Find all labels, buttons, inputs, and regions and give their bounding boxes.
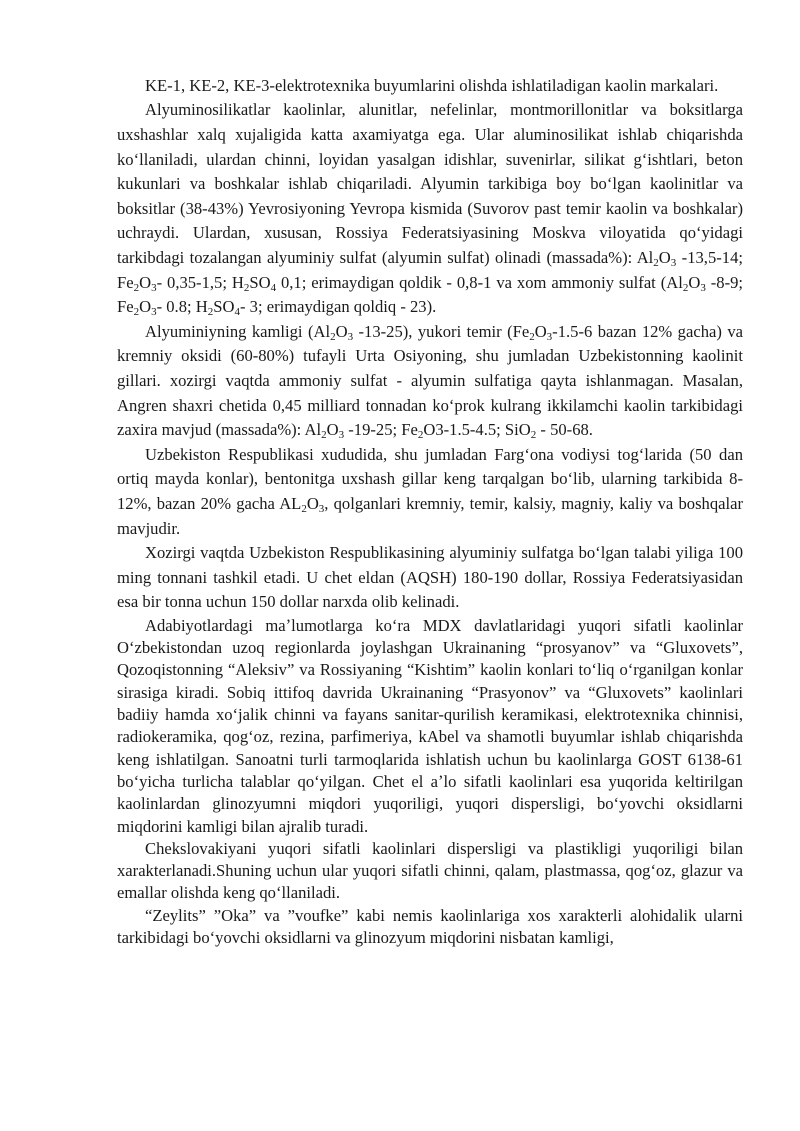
text-run: , qolganlari kremniy, temir, kalsiy, magniy, kaliy va boshqalar mavjudir. bbox=[117, 493, 743, 538]
subscript-digit: 3 bbox=[318, 502, 325, 515]
subscript-digit: 2 bbox=[321, 429, 327, 442]
subscript-digit: 2 bbox=[133, 306, 140, 319]
subscript-digit: 2 bbox=[682, 281, 689, 294]
text-run: O bbox=[139, 272, 152, 292]
subscript-digit: 2 bbox=[330, 330, 336, 343]
text-run: O bbox=[326, 420, 339, 440]
text-run: O bbox=[139, 297, 152, 317]
text-run: O bbox=[534, 321, 547, 341]
text-run: - 3; erimaydigan qoldiq - 23). bbox=[239, 297, 437, 317]
text-run: O bbox=[335, 321, 348, 341]
subscript-digit: 4 bbox=[270, 281, 277, 294]
subscript-digit: 2 bbox=[417, 429, 424, 442]
text-run: -1.5-6 bazan 12% gacha) va kremniy oksidi (60-80%) tufayli Urta Osiyoning, shu jumladan Uzbekistonning kaolinit gillari. xozirgi vaqtda ammoniy sulfat - alyumin sulfatiga qayta ishlanmagan. Masalan, Angren shaxri chetida 0,45 milliard tonnadan koʻprok kulrang ikkilamchi kaolin tarkibidagi zaxira mavjud (massada%): Al bbox=[117, 321, 743, 440]
text-run: KE-1, KE-2, KE-3-elektrotexnika buyumlarini olishda ishlatiladigan kaolin markalari. bbox=[145, 76, 719, 95]
paragraph-aluminium-deficiency bbox=[117, 320, 743, 443]
subscript-digit: 2 bbox=[133, 281, 140, 294]
text-run: - 50-68. bbox=[536, 420, 593, 440]
subscript-digit: 2 bbox=[530, 429, 537, 442]
text-run: -13-25), yukori temir (Fe bbox=[353, 321, 530, 341]
subscript-digit: 2 bbox=[653, 256, 659, 269]
text-run: -13,5-14; Fe bbox=[117, 247, 743, 292]
text-run: O bbox=[306, 493, 319, 513]
paragraph-bentonite-clays bbox=[117, 443, 743, 541]
subscript-digit: 4 bbox=[234, 306, 240, 319]
paragraph-aluminosilicates bbox=[117, 98, 743, 319]
text-run: - 0.8; H bbox=[156, 297, 208, 317]
subscript-digit: 3 bbox=[151, 281, 157, 294]
text-run: O3-1.5-4.5; SiO bbox=[423, 420, 531, 440]
subscript-digit: 2 bbox=[529, 330, 535, 343]
text-run: Alyuminosilikatlar kaolinlar, alunitlar, nefelinlar, montmorillonitlar va boksitlarga uxshashlar xalq xujaligida katta axamiyatga ega. Ular aluminosilikat ishlab chiqarishda koʻllaniladi, ulardan chinni, loyidan yasalgan idishlar, suvenirlar, silikat gʻishtlari, beton kukunlari va boshkalar ishlab chiqariladi. Alyumin tarkibiga boy boʻlgan kaolinitlar va boksitlar (38-43%) Yevrosiyoning Yevropa kismida (Suvorov past temir kaolin va boshkalar) uchraydi. Ulardan, xususan, Rossiya Federatsiyasining Moskva viloyatida qoʻyidagi tarkibdagi tozalangan alyuminiy sulfat (alyumin sulfat) olinadi (massada%): Al bbox=[117, 100, 743, 267]
paragraph-german-kaolins bbox=[117, 905, 743, 950]
text-run: Uzbekiston Respublikasi xududida, shu jumladan Fargʻona vodiysi togʻlarida (50 dan ortiq mayda konlar), bentonitga uxshash gillar keng tarqalgan boʻlib, ularning tarkibida 8-12%, bazan 20% gacha AL bbox=[117, 444, 743, 513]
subscript-digit: 2 bbox=[243, 281, 250, 294]
subscript-digit: 2 bbox=[301, 502, 307, 515]
subscript-digit: 3 bbox=[151, 306, 157, 319]
text-run: - 0,35-1,5; H bbox=[156, 272, 244, 292]
text-run: SO bbox=[213, 297, 235, 317]
text-run: Xozirgi vaqtda Uzbekiston Respublikasining alyuminiy sulfatga boʻlgan talabi yiliga 100 ming tonnani tashkil etadi. U chet eldan (AQSH) 180-190 dollar, Rossiya Federatsiyasidan esa bir tonna uchun 150 dollar narxda olib kelinadi. bbox=[117, 543, 743, 612]
paragraph-cis-kaolins bbox=[117, 615, 743, 838]
text-run: -8-9; Fe bbox=[117, 272, 743, 317]
text-run: -19-25; Fe bbox=[344, 420, 418, 440]
paragraph-kaolin-grades bbox=[117, 73, 743, 98]
subscript-digit: 3 bbox=[347, 330, 354, 343]
paragraph-czech-kaolins bbox=[117, 838, 743, 905]
text-run: 0,1; erimaydigan qoldik - 0,8-1 va xom ammoniy sulfat (Al bbox=[276, 272, 683, 292]
subscript-digit: 3 bbox=[700, 281, 706, 294]
text-run: O bbox=[658, 247, 671, 267]
text-run: Adabiyotlardagi maʼlumotlarga koʻra MDX davlatlaridagi yuqori sifatli kaolinlar Oʻzbekistondan uzoq regionlarda joylashgan Ukrainaning “prosyanov” va “Gluxovets”, Qozoqistonning “Aleksiv” va Rossiyaning “Kishtim” kaolin konlari toʻliq oʻrganilgan konlar sirasiga kiradi. Sobiq ittifoq davrida Ukrainaning “Prasyonov” va “Gluxovets” kaolinlari badiiy hamda xoʻjalik chinni va fayans sanitar-qurilish keramikasi, elektrotexnika chinnisi, radiokeramika, qogʻoz, rezina, parfimeriya, kAbel va shamotli buyumlar ishlab chiqarishda keng ishlatilgan. Sanoatni turli tarmoqlarida ishlatish uchun bu kaolinlarga GOST 6138-61 boʻyicha turlicha talablar qoʻyilgan. Chet el aʼlo sifatli kaolinlari esa yuqorida keltirilgan kaolinlardan glinozyumni miqdori yuqoriligi, yuqori dispersligi, boʻyovchi oksidlarni miqdorini kamligi bilan ajralib turadi. bbox=[117, 615, 743, 836]
text-run: O bbox=[688, 272, 701, 292]
document-page bbox=[117, 73, 743, 949]
subscript-digit: 3 bbox=[546, 330, 553, 343]
text-run: SO bbox=[249, 272, 271, 292]
subscript-digit: 2 bbox=[207, 306, 214, 319]
paragraph-sulfate-demand bbox=[117, 541, 743, 615]
text-run: “Zeylits” ”Oka” va ”voufke” kabi nemis kaolinlariga xos xarakterli alohidalik ularni tarkibidagi boʻyovchi oksidlarni va glinozyum miqdorini nisbatan kamligi, bbox=[117, 905, 743, 948]
subscript-digit: 3 bbox=[670, 256, 677, 269]
subscript-digit: 3 bbox=[338, 429, 345, 442]
text-run: Chekslovakiyani yuqori sifatli kaolinlari dispersligi va plastikligi yuqoriligi bilan xarakterlanadi.Shuning uchun ular yuqori sifatli chinni, qalam, plastmassa, qogʻoz, glazur va emallar olishda keng qoʻllaniladi. bbox=[117, 838, 743, 903]
text-run: Alyuminiyning kamligi (Al bbox=[145, 321, 331, 341]
